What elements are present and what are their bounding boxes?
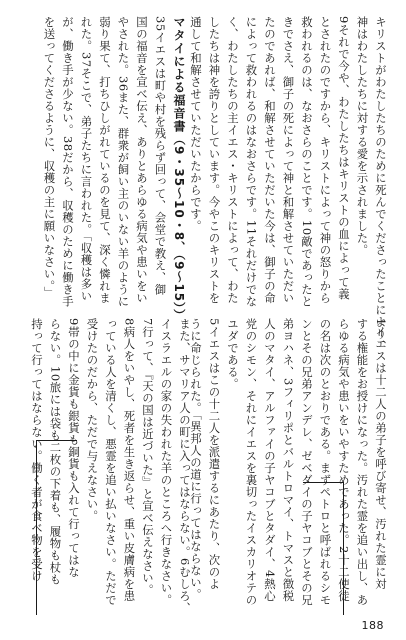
text-column: たのであれば、和解させていただいた今は、御子の命 bbox=[263, 16, 277, 304]
text-column: ユダである。 bbox=[226, 318, 240, 390]
text-column: イスラエルの家の失われた羊のところへ行きなさい。 bbox=[159, 318, 174, 606]
text-column: やされた。36また、群衆が飼い主のいない羊のように bbox=[116, 16, 131, 308]
text-column: する権能をお授けになった。汚れた霊を追い出し、あ bbox=[355, 318, 370, 606]
text-column: 持って行ってはならない。働く者が食べ物を受け bbox=[30, 318, 44, 582]
text-column: 人のマタイ、アルファイの子ヤコブとタダイ、4熱心 bbox=[263, 318, 277, 602]
section-heading: マタイによる福音書（9・35〜10・8、（9〜15）） bbox=[172, 16, 186, 323]
section-bracket bbox=[36, 440, 77, 615]
text-column: 8病人をいやし、死者を生き返らせ、重い皮膚病を患 bbox=[122, 318, 137, 602]
text-column: 35イエスは町や村を残らず回って、会堂で教え、御 bbox=[153, 16, 168, 296]
text-column: らない。10旅には袋も二枚の下着も、履物も杖も bbox=[48, 318, 63, 586]
text-column: 国の福音を宣べ伝え、ありとあらゆる病気や患いをい bbox=[135, 16, 149, 304]
text-column: 1イエスは十二人の弟子を呼び寄せ、汚れた霊に対 bbox=[374, 318, 388, 590]
romans-passage bbox=[189, 16, 390, 352]
text-column: っている人を清くし、悪霊を追い払いなさい。ただで bbox=[104, 318, 118, 606]
text-column: 弱り果て、打ちひしがれているのを見て、深く憐れま bbox=[98, 16, 112, 304]
text-column: を送ってくださるように、収穫の主に願いなさい。」 bbox=[42, 16, 57, 299]
matthew-9-passage bbox=[16, 16, 188, 323]
text-column: 7行って、『天の国は近づいた』と宣べ伝えなさい。 bbox=[141, 318, 155, 597]
text-column: れた。37そこで、弟子たちに言われた。「収穫は多い bbox=[79, 16, 94, 302]
text-column: 5イエスはこの十二人を派遣するにあたり、次のよ bbox=[207, 318, 222, 590]
text-column: きでさえ、御子の死によって神と和解させていただい bbox=[281, 16, 296, 304]
text-column: 党のシモン、それにイエスを裏切ったイスカリオテの bbox=[244, 318, 259, 606]
page-number: 188 bbox=[361, 619, 384, 632]
text-column: とされたのですから、キリストによって神の怒りから bbox=[318, 16, 333, 304]
text-column: 通して和解させていただいたからです。 bbox=[189, 16, 203, 232]
text-column: が、働き手が少ない。38だから、収穫のために働き手 bbox=[61, 16, 75, 308]
text-column: うに命じられた。「異邦人の道に行ってはならない。 bbox=[189, 318, 203, 601]
text-column: 受けたのだから、ただで与えなさい。 bbox=[85, 318, 100, 522]
text-column: ンとその兄弟アンデレ、ゼベダイの子ヤコブとその兄 bbox=[300, 318, 314, 606]
matthew-10-passage bbox=[185, 318, 390, 614]
text-column: の名は次のとおりである。まずペトロと呼ばれるシモ bbox=[318, 318, 333, 606]
text-column: 神はわたしたちに対する愛を示されました。 bbox=[355, 16, 370, 256]
text-column: く、わたしたちの主イエス・キリストによって、わた bbox=[226, 16, 240, 304]
text-column: したちは神を誇りとしています。今やこのキリストを bbox=[207, 16, 222, 304]
text-column: 9それで今や、わたしたちはキリストの血によって義 bbox=[337, 16, 351, 300]
text-column: 9帯の中に金貨も銀貨も銅貨も入れて行ってはな bbox=[67, 318, 81, 578]
text-column: らゆる病気や患いをいやすためであった。2十二使徒 bbox=[337, 318, 351, 602]
section-bracket bbox=[303, 482, 344, 615]
text-column: 弟ヨハネ、3フィリポとバルトロマイ、トマスと徴税 bbox=[281, 318, 296, 602]
text-column: によって救われるのはなおさらです。11それだけでな bbox=[244, 16, 259, 308]
text-column: 救われるのは、なおさらのことです。10敵であったと bbox=[300, 16, 314, 308]
text-column: また、サマリア人の町に入ってはならない。6むしろ、 bbox=[178, 318, 192, 614]
text-column: キリストがわたしたちのために死んでくださったことにより、 bbox=[374, 16, 388, 352]
